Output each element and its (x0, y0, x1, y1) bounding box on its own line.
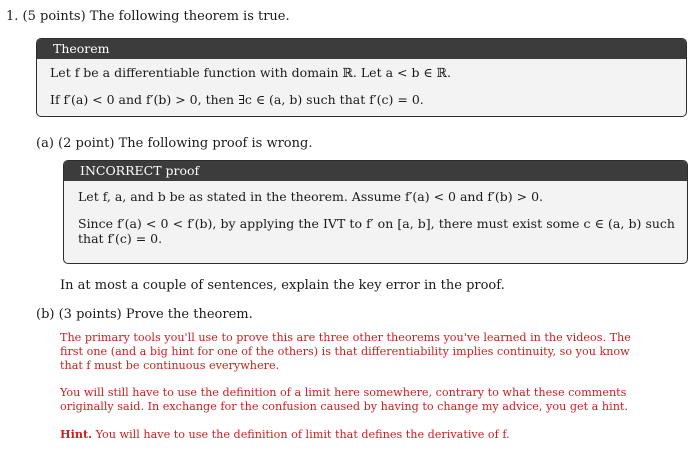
hint-note (60, 427, 638, 442)
proof-body (64, 181, 687, 246)
proof-line-2: Since f′(a) < 0 < f′(b), by applying the IVT to f′ on [a, b], there must exist some c ∈ (a, b) such that f′(c) = 0. (78, 216, 675, 246)
incorrect-proof-box (63, 160, 688, 264)
comment-note-2: You will still have to use the definition of a limit here somewhere, contrary to what these comments originally said. In exchange for the confusion caused by having to change my advice, you get a hint. (60, 386, 628, 413)
theorem-body (37, 59, 686, 107)
hint-label: Hint. (60, 427, 93, 441)
part-b-heading: (b) (3 points) Prove the theorem. (36, 307, 253, 322)
part-a-heading: (a) (2 point) The following proof is wrong. (36, 136, 313, 151)
theorem-box (36, 38, 687, 117)
proof-title: INCORRECT proof (64, 161, 687, 181)
hint-text: You will have to use the definition of limit that defines the derivative of f. (95, 428, 510, 441)
part-a-instruction: In at most a couple of sentences, explain the key error in the proof. (60, 278, 505, 293)
comment-note-1: The primary tools you'll use to prove this are three other theorems you've learned in the videos. The first one (and a big hint for one of the others) is that differentiability implies continuity, so you know that f must be continuous everywhere. (60, 331, 631, 372)
theorem-title: Theorem (37, 39, 686, 59)
problem-heading: 1. (5 points) The following theorem is true. (6, 9, 290, 24)
theorem-line-2: If f′(a) < 0 and f′(b) > 0, then ∃c ∈ (a, b) such that f′(c) = 0. (50, 92, 424, 107)
theorem-line-1: Let f be a differentiable function with domain ℝ. Let a < b ∈ ℝ. (50, 65, 452, 80)
proof-line-1: Let f, a, and b be as stated in the theorem. Assume f′(a) < 0 and f′(b) > 0. (78, 189, 544, 204)
